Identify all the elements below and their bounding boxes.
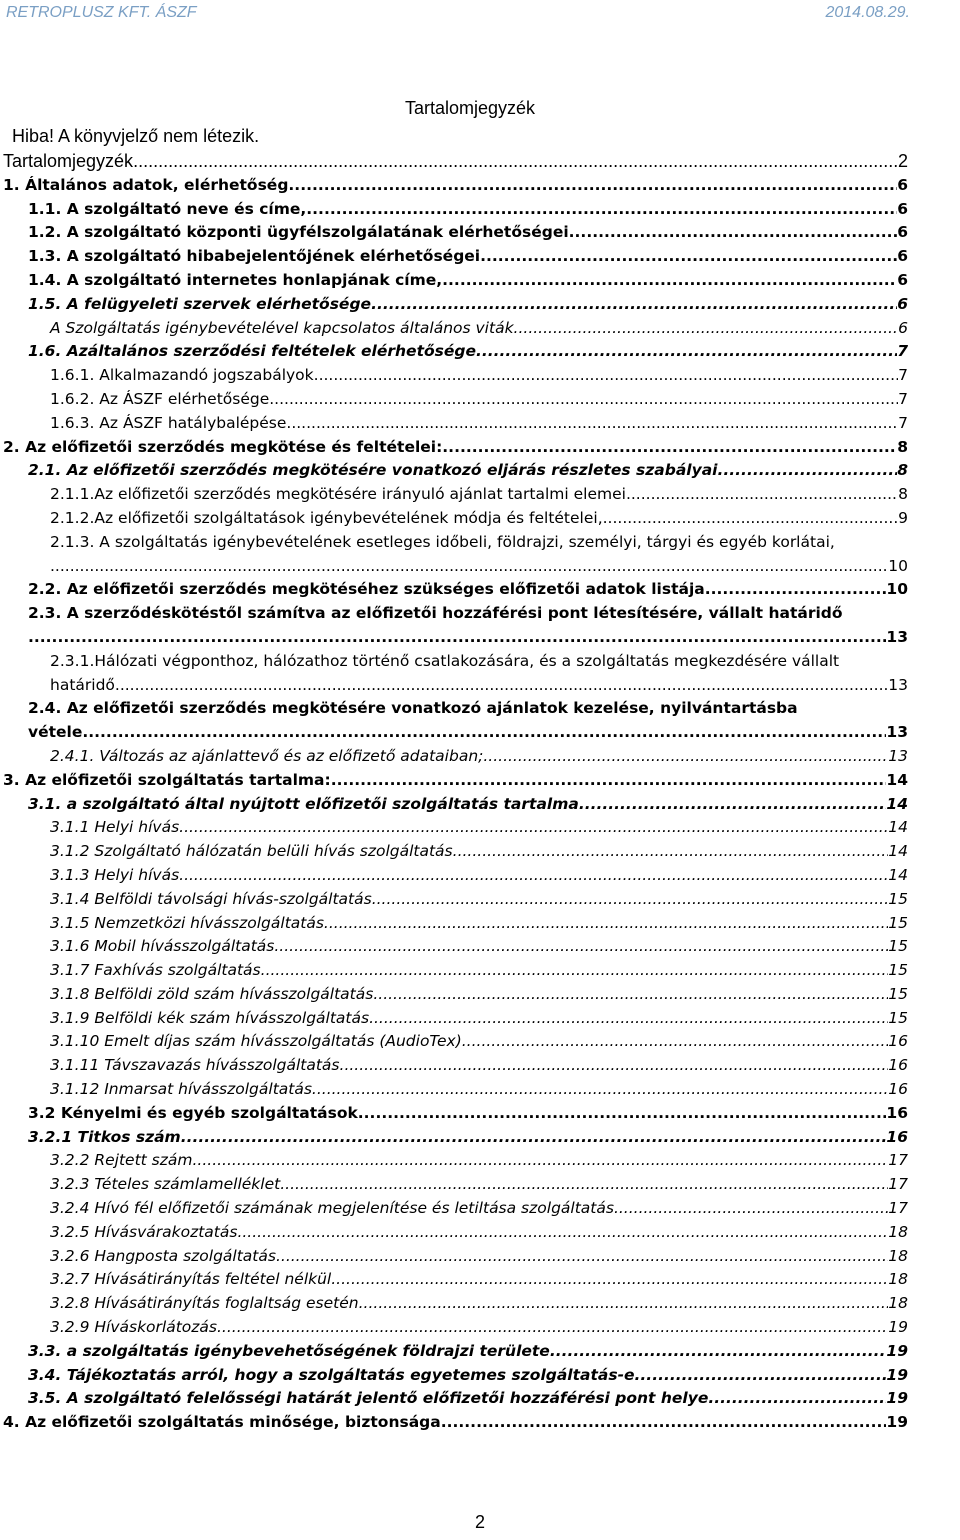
toc-entry[interactable]: 2.4.1. Változás az ajánlattevő és az előfizető adataiban; ..... 13 xyxy=(0,745,960,769)
toc-entry[interactable]: 3.2.6 Hangposta szolgáltatás ..... 18 xyxy=(0,1245,960,1269)
toc-entry[interactable]: 2.1.2.Az előfizetői szolgáltatások igénybevételének módja és feltételei, ..... 9 xyxy=(0,507,960,531)
toc-entry[interactable]: 1.6.1. Alkalmazandó jogszabályok ..... 7 xyxy=(0,364,960,388)
toc-entry[interactable]: 3.1.10 Emelt díjas szám hívásszolgáltatás (AudioTex) ..... 16 xyxy=(0,1030,960,1054)
toc-entry[interactable]: 1.6.2. Az ÁSZF elérhetősége ..... 7 xyxy=(0,388,960,412)
toc-entry[interactable]: 1.6. Azáltalános szerződési feltételek elérhetősége ..... 7 xyxy=(0,340,960,364)
toc-entry[interactable]: 3. Az előfizetői szolgáltatás tartalma: ..... 14 xyxy=(0,769,960,793)
toc-entry[interactable]: 3.2 Kényelmi és egyéb szolgáltatások ..... 16 xyxy=(0,1102,960,1126)
toc-entry-continuation[interactable]: határidő ..... 13 xyxy=(0,674,960,698)
toc-entry[interactable]: 1.2. A szolgáltató központi ügyfélszolgálatának elérhetőségei ..... 6 xyxy=(0,221,960,245)
toc-entry[interactable]: 2. Az előfizetői szerződés megkötése és feltételei: ..... 8 xyxy=(0,436,960,460)
toc-entry[interactable]: 3.2.7 Hívásátirányítás feltétel nélkül ..... 18 xyxy=(0,1268,960,1292)
toc-entry[interactable]: 1.3. A szolgáltató hibabejelentőjének elérhetőségei ..... 6 xyxy=(0,245,960,269)
toc-entry[interactable]: 3.1.11 Távszavazás hívásszolgáltatás ..... 16 xyxy=(0,1054,960,1078)
toc-entry[interactable]: 2.1.1.Az előfizetői szerződés megkötésére irányuló ajánlat tartalmi elemei ..... 8 xyxy=(0,483,960,507)
toc-list xyxy=(0,150,960,1435)
toc-entry-label-line[interactable]: 2.3.1.Hálózati végponthoz, hálózathoz történő csatlakozására, és a szolgáltatás megkezdésére vállalt xyxy=(50,651,840,670)
toc-entry[interactable]: Tartalomjegyzék ..... 2 xyxy=(0,150,960,174)
toc-entry[interactable]: 3.3. a szolgáltatás igénybevehetőségének földrajzi területe ..... 19 xyxy=(0,1340,960,1364)
toc-entry[interactable]: 1.1. A szolgáltató neve és címe, ..... 6 xyxy=(0,198,960,222)
toc-entry-label-line[interactable]: 2.4. Az előfizetői szerződés megkötésére vonatkozó ajánlatok kezelése, nyilvántartásba xyxy=(28,699,798,718)
toc-entry[interactable]: 3.5. A szolgáltató felelősségi határát jelentő előfizetői hozzáférési pont helye ..... 19 xyxy=(0,1387,960,1411)
toc-entry[interactable]: 3.1.12 Inmarsat hívásszolgáltatás ..... 16 xyxy=(0,1078,960,1102)
toc-entry[interactable]: A Szolgáltatás igénybevételével kapcsolatos általános viták ..... 6 xyxy=(0,317,960,341)
toc-entry[interactable]: 3.1.5 Nemzetközi hívásszolgáltatás ..... 15 xyxy=(0,912,960,936)
bookmark-error: Hiba! A könyvjelző nem létezik. xyxy=(12,126,260,146)
toc-entry-continuation[interactable]: ..... 13 xyxy=(0,626,960,650)
toc-entry[interactable]: 1.6.3. Az ÁSZF hatálybalépése ..... 7 xyxy=(0,412,960,436)
toc-entry-continuation[interactable]: vétele ..... 13 xyxy=(0,721,960,745)
toc-entry-continuation[interactable]: ..... 10 xyxy=(0,555,960,579)
toc-entry[interactable]: 3.2.8 Hívásátirányítás foglaltság esetén ..... 18 xyxy=(0,1292,960,1316)
toc-entry[interactable]: 3.2.2 Rejtett szám ..... 17 xyxy=(0,1149,960,1173)
toc-title: Tartalomjegyzék xyxy=(405,98,536,118)
toc-entry[interactable]: 3.2.5 Hívásvárakoztatás ..... 18 xyxy=(0,1221,960,1245)
toc-entry[interactable]: 3.2.1 Titkos szám ..... 16 xyxy=(0,1126,960,1150)
toc-entry[interactable]: 3.1. a szolgáltató által nyújtott előfizetői szolgáltatás tartalma ..... 14 xyxy=(0,793,960,817)
toc-entry[interactable]: 1. Általános adatok, elérhetőség ..... 6 xyxy=(0,174,960,198)
page-number: 2 xyxy=(474,1512,485,1532)
toc-entry[interactable]: 4. Az előfizetői szolgáltatás minősége, biztonsága ..... 19 xyxy=(0,1411,960,1435)
toc-entry[interactable]: 1.5. A felügyeleti szervek elérhetősége ..... 6 xyxy=(0,293,960,317)
toc-entry[interactable]: 3.1.2 Szolgáltató hálózatán belüli hívás szolgáltatás ..... 14 xyxy=(0,840,960,864)
toc-entry[interactable]: 3.1.6 Mobil hívásszolgáltatás ..... 15 xyxy=(0,935,960,959)
toc-entry-label-line[interactable]: 2.1.3. A szolgáltatás igénybevételének esetleges időbeli, földrajzi, személyi, tárgyi és egyéb korlátai, xyxy=(50,532,835,551)
page-header xyxy=(6,4,910,26)
date-header: 2014.08.29. xyxy=(825,4,910,21)
toc-entry[interactable]: 2.2. Az előfizetői szerződés megkötéséhez szükséges előfizetői adatok listája ..... 10 xyxy=(0,578,960,602)
toc-entry[interactable]: 3.2.9 Híváskorlátozás ..... 19 xyxy=(0,1316,960,1340)
toc-entry[interactable]: 3.2.3 Tételes számlamelléklet ..... 17 xyxy=(0,1173,960,1197)
toc-entry[interactable]: 2.1. Az előfizetői szerződés megkötésére vonatkozó eljárás részletes szabályai ..... 8 xyxy=(0,459,960,483)
toc-entry[interactable]: 3.4. Tájékoztatás arról, hogy a szolgáltatás egyetemes szolgáltatás-e ..... 19 xyxy=(0,1364,960,1388)
toc-entry[interactable]: 3.1.3 Helyi hívás ..... 14 xyxy=(0,864,960,888)
toc-entry-label-line[interactable]: 2.3. A szerződéskötéstől számítva az előfizetői hozzáférési pont létesítésére, vállalt határidő xyxy=(28,604,843,623)
company-header: RETROPLUSZ KFT. ÁSZF xyxy=(6,4,197,21)
toc-entry[interactable]: 3.1.4 Belföldi távolsági hívás-szolgáltatás ..... 15 xyxy=(0,888,960,912)
toc-entry[interactable]: 3.1.7 Faxhívás szolgáltatás ..... 15 xyxy=(0,959,960,983)
toc-entry[interactable]: 3.2.4 Hívó fél előfizetői számának megjelenítése és letiltása szolgáltatás ..... 17 xyxy=(0,1197,960,1221)
toc-entry[interactable]: 3.1.9 Belföldi kék szám hívásszolgáltatás ..... 15 xyxy=(0,1007,960,1031)
toc-entry[interactable]: 3.1.8 Belföldi zöld szám hívásszolgáltatás ..... 15 xyxy=(0,983,960,1007)
toc-entry[interactable]: 1.4. A szolgáltató internetes honlapjának címe, ..... 6 xyxy=(0,269,960,293)
toc-entry[interactable]: 3.1.1 Helyi hívás ..... 14 xyxy=(0,816,960,840)
